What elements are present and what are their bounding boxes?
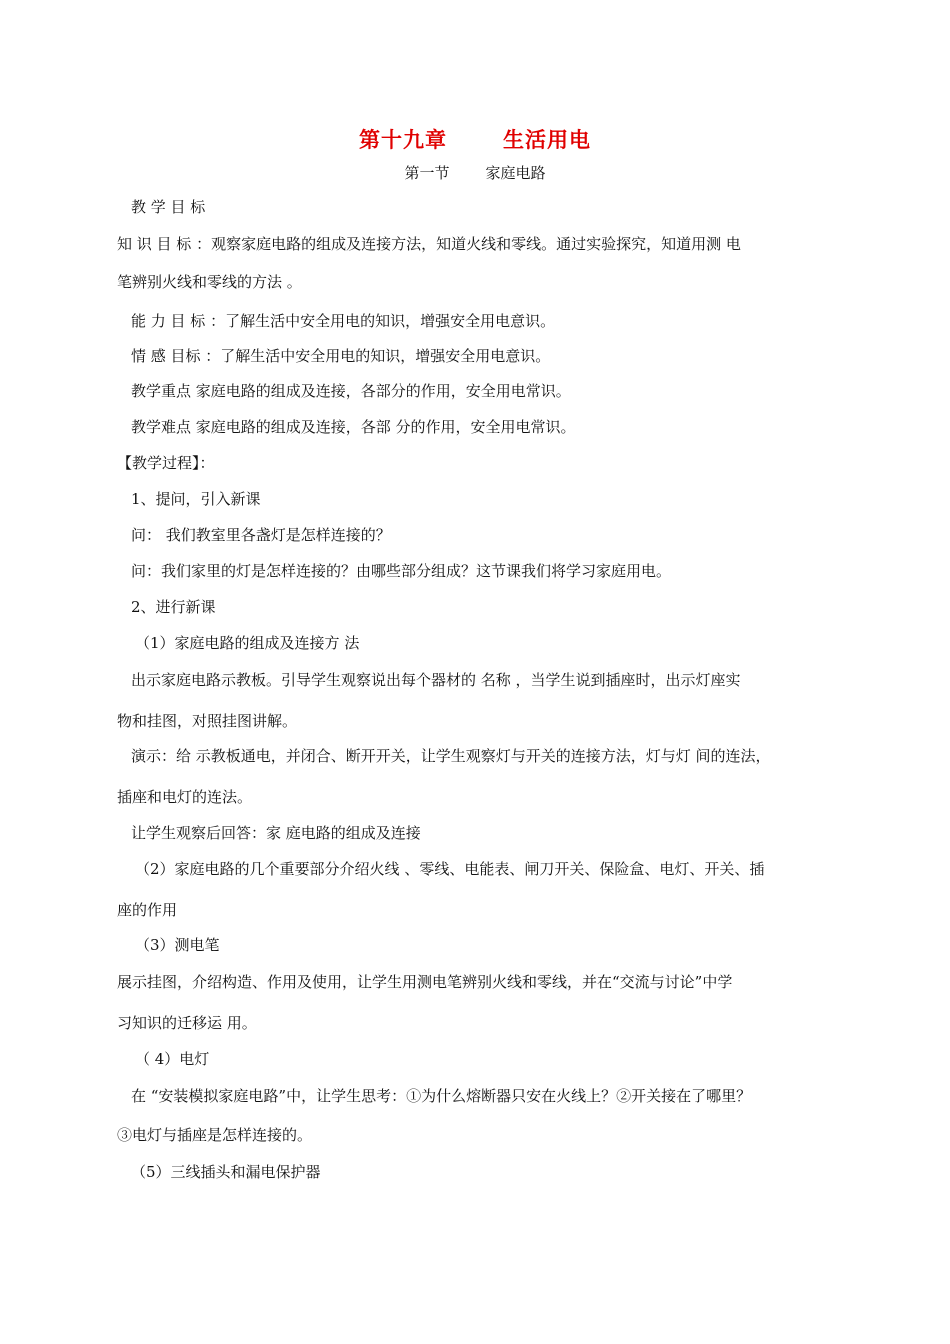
ability-objective: 能 力 目 标 ：了解生活中安全用电的知识，增强安全用电意识。 [131, 312, 556, 330]
section-title [0, 162, 950, 183]
section-number: 第一节 [404, 164, 450, 182]
question-2: 问：我们家里的灯是怎样连接的？由哪些部分组成？这节课我们将学习家庭用电。 [131, 562, 672, 580]
paragraph-1: 出示家庭电路示教板。引导学生观察说出每个器材的 名称 ，当学生说到插座时，出示灯座实 [131, 671, 741, 689]
chapter-title [0, 124, 950, 154]
chapter-name: 生活用电 [503, 127, 591, 152]
subsection-2: （2）家庭电路的几个重要部分介绍火线 、零线、电能表、闸刀开关、保险盒、电灯、开关、插 [135, 860, 765, 878]
step-1: 1、提问，引入新课 [131, 490, 261, 508]
knowledge-objective-cont: 笔辨别火线和零线的方法 。 [117, 273, 302, 291]
process-heading: 【教学过程】： [117, 454, 215, 472]
paragraph-5: 在 “安装模拟家庭电路”中，让学生思考：①为什么熔断器只安在火线上？②开关接在了哪里？ [131, 1087, 752, 1105]
paragraph-5-cont: ③电灯与插座是怎样连接的。 [117, 1126, 313, 1144]
subsection-5: （5）三线插头和漏电保护器 [131, 1163, 321, 1181]
subsection-2-cont: 座的作用 [117, 901, 178, 919]
paragraph-2: 演示：给 示教板通电，并闭合、断开开关，让学生观察灯与开关的连接方法，灯与灯 间的连法， [131, 747, 771, 765]
emotion-objective: 情 感 目标 ：了解生活中安全用电的知识，增强安全用电意识。 [131, 347, 551, 365]
paragraph-1-cont: 物和挂图，对照挂图讲解。 [117, 712, 298, 730]
key-point: 教学重点 家庭电路的组成及连接，各部分的作用，安全用电常识。 [131, 382, 571, 400]
knowledge-objective: 知 识 目 标 ：观察家庭电路的组成及连接方法，知道火线和零线。通过实验探究，知道用测 电 [117, 235, 741, 253]
question-1: 问： 我们教室里各盏灯是怎样连接的？ [131, 526, 391, 544]
paragraph-4: 展示挂图，介绍构造、作用及使用，让学生用测电笔辨别火线和零线，并在“交流与讨论”中学 [117, 973, 733, 991]
objectives-heading: 教 学 目 标 [131, 198, 206, 216]
paragraph-4-cont: 习知识的迁移运 用。 [117, 1014, 257, 1032]
subsection-1: （1）家庭电路的组成及连接方 法 [135, 634, 360, 652]
difficult-point: 教学难点 家庭电路的组成及连接，各部 分的作用，安全用电常识。 [131, 418, 576, 436]
paragraph-2-cont: 插座和电灯的连法。 [117, 788, 253, 806]
subsection-4: （ 4）电灯 [135, 1050, 210, 1068]
step-2: 2、进行新课 [131, 598, 216, 616]
subsection-3: （3）测电笔 [135, 936, 220, 954]
paragraph-3: 让学生观察后回答：家 庭电路的组成及连接 [131, 824, 421, 842]
section-name: 家庭电路 [485, 164, 546, 182]
chapter-number: 第十九章 [359, 127, 447, 152]
